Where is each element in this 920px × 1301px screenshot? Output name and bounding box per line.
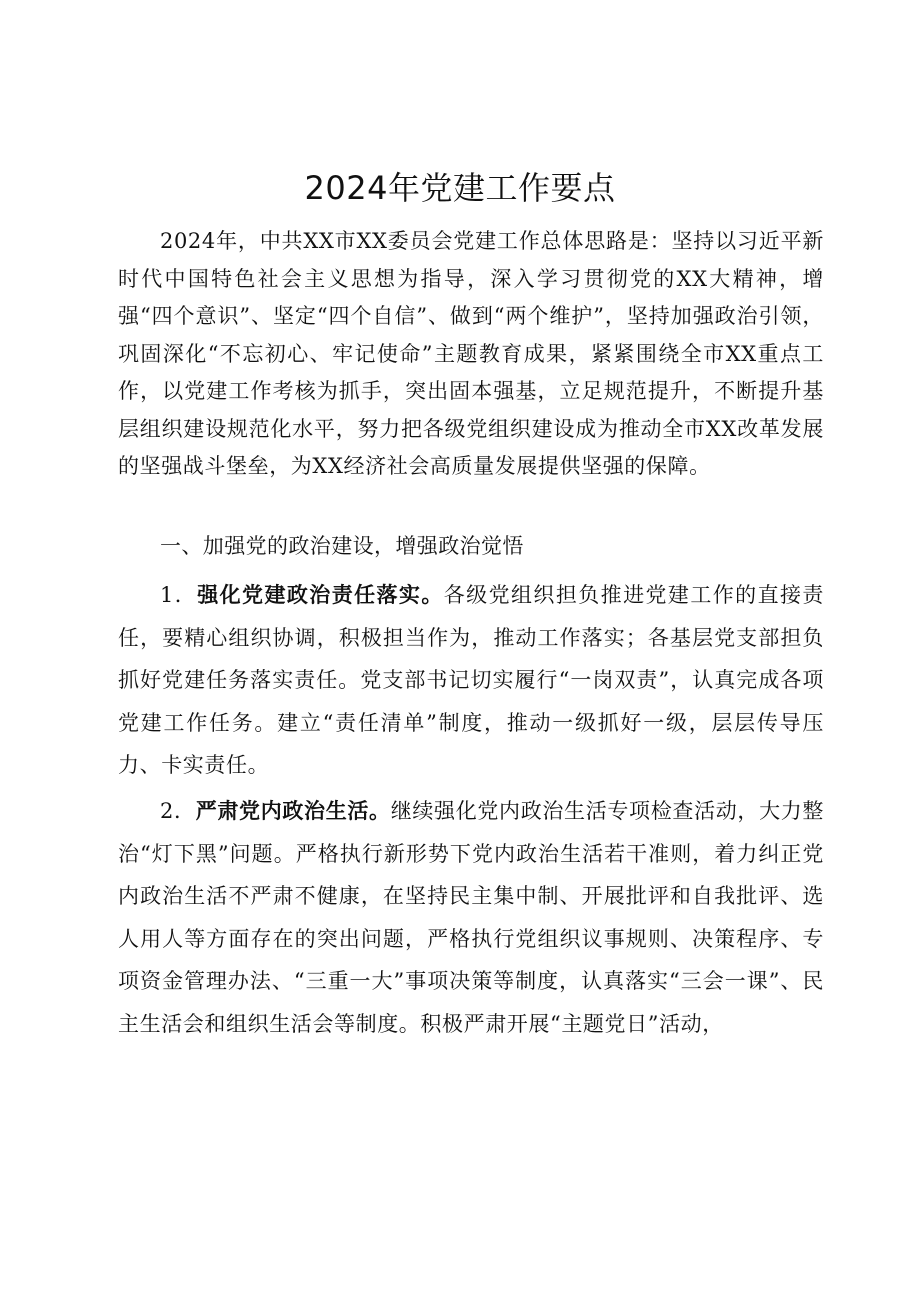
item-lead: 强化党建政治责任落实。	[197, 583, 444, 607]
item-number: 1．	[160, 583, 198, 607]
section-item-2	[118, 790, 824, 1045]
item-lead: 严肃党内政治生活。	[195, 799, 391, 823]
item-body: 继续强化党内政治生活专项检查活动，大力整治“灯下黑”问题。严格执行新形势下党内政治生活若干准则，着力纠正党内政治生活不严肃不健康，在坚持民主集中制、开展批评和自我批评、选人用人等方面存在的突出问题，严格执行党组织议事规则、决策程序、专项资金管理办法、“三重一大”事项决策等制度，认真落实“三会一课”、民主生活会和组织生活会等制度。积极严肃开展“主题党日”活动，	[118, 799, 825, 1036]
section-heading: 一、加强党的政治建设，增强政治觉悟	[160, 534, 524, 558]
intro-paragraph: 2024年，中共XX市XX委员会党建工作总体思路是：坚持以习近平新时代中国特色社会主义思想为指导，深入学习贯彻党的XX大精神，增强“四个意识”、坚定“四个自信”、做到“两个维护”，坚持加强政治引领，巩固深化“不忘初心、牢记使命”主题教育成果，紧紧围绕全市XX重点工作，以党建工作考核为抓手，突出固本强基，立足规范提升，不断提升基层组织建设规范化水平，努力把各级党组织建设成为推动全市XX改革发展的坚强战斗堡垒，为XX经济社会高质量发展提供坚强的保障。	[118, 229, 824, 478]
section-item-1	[118, 574, 824, 787]
document-title: 2024年党建工作要点	[304, 169, 616, 207]
item-number: 2．	[160, 799, 196, 823]
item-body: 各级党组织担负推进党建工作的直接责任，要精心组织协调，积极担当作为，推动工作落实；各基层党支部担负抓好党建任务落实责任。党支部书记切实履行“一岗双责”，认真完成各项党建工作任务。建立“责任清单”制度，推动一级抓好一级，层层传导压力、卡实责任。	[118, 583, 824, 777]
